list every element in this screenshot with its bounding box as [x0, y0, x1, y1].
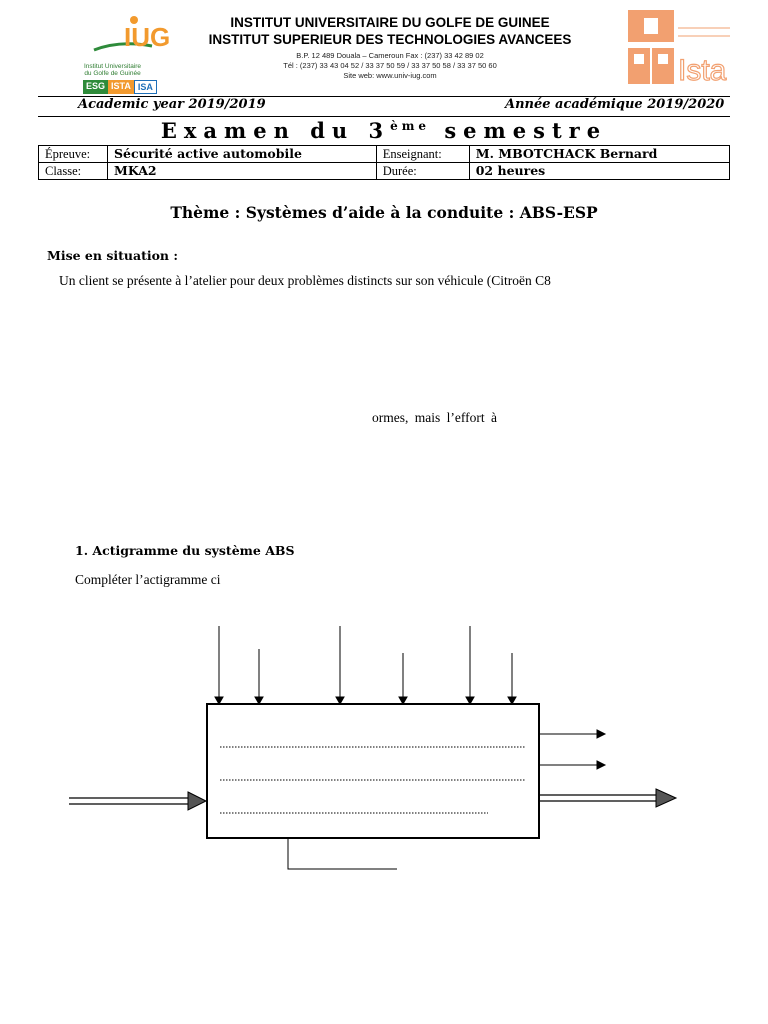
iug-logo — [50, 8, 175, 92]
table-row — [39, 146, 730, 163]
duree-value: 02 heures — [469, 163, 729, 180]
badge-ista: ISTA — [108, 80, 134, 94]
function-box — [207, 704, 539, 838]
contact-address: B.P. 12 489 Douala – Cameroun Fax : (237) 33 42 89 02 — [296, 51, 484, 60]
mise-en-situation-heading: Mise en situation : — [47, 248, 178, 263]
badge-isa: ISA — [134, 80, 157, 94]
institution-header — [190, 14, 590, 81]
mise-en-situation-text: Un client se présente à l’atelier pour deux problèmes distincts sur son véhicule (Citroën C8 — [59, 273, 551, 288]
svg-text:IUG: IUG — [124, 22, 171, 52]
iug-logo-mark — [90, 10, 172, 62]
enseignant-value: M. MBOTCHACK Bernard — [469, 146, 729, 163]
exam-theme: Thème : Systèmes d’aide à la conduite : ABS-ESP — [170, 203, 598, 222]
arrowhead — [597, 761, 605, 769]
contact-website: Site web: www.univ-iug.com — [343, 71, 437, 80]
institution-name-1: INSTITUT UNIVERSITAIRE DU GOLFE DE GUINEE — [230, 15, 550, 30]
arrowhead — [336, 697, 344, 704]
actigram-diagram — [0, 600, 768, 890]
institution-name-2: INSTITUT SUPERIEUR DES TECHNOLOGIES AVANCEES — [208, 32, 572, 47]
arrowhead — [399, 697, 407, 704]
input-arrow — [69, 792, 206, 810]
epreuve-label: Épreuve: — [39, 146, 108, 163]
table-row — [39, 163, 730, 180]
badge-esg: ESG — [83, 80, 108, 94]
ista-logo — [626, 8, 734, 86]
output-arrow — [539, 789, 676, 807]
duree-label: Durée: — [376, 163, 469, 180]
enseignant-label: Enseignant: — [376, 146, 469, 163]
school-badges — [83, 80, 157, 94]
arrowhead — [508, 697, 516, 704]
classe-value: MKA2 — [108, 163, 377, 180]
academic-year-fr: Année académique 2019/2020 — [505, 97, 725, 112]
header-rule-middle — [38, 116, 730, 117]
question-1-instruction: Compléter l’actigramme ci — [75, 572, 221, 587]
arrowhead — [466, 697, 474, 704]
iug-logo-caption: Institut Universitaire du Golfe de Guinée — [83, 63, 142, 77]
exam-title: Examen du 3ème semestre — [160, 118, 608, 143]
arrowhead — [215, 697, 223, 704]
arrowhead — [597, 730, 605, 738]
question-1-heading: 1. Actigramme du système ABS — [75, 543, 295, 558]
academic-year-en: Academic year 2019/2019 — [78, 97, 266, 112]
mise-en-situation-fragment: ormes, mais l’effort à — [372, 410, 497, 425]
svg-text:Ista: Ista — [678, 54, 727, 86]
mechanism-line — [288, 838, 397, 869]
contact-phone: Tél : (237) 33 43 04 52 / 33 37 50 59 / 33 37 50 58 / 33 37 50 60 — [283, 61, 497, 70]
exam-info-table — [38, 145, 730, 180]
epreuve-value: Sécurité active automobile — [108, 146, 377, 163]
classe-label: Classe: — [39, 163, 108, 180]
arrowhead — [255, 697, 263, 704]
